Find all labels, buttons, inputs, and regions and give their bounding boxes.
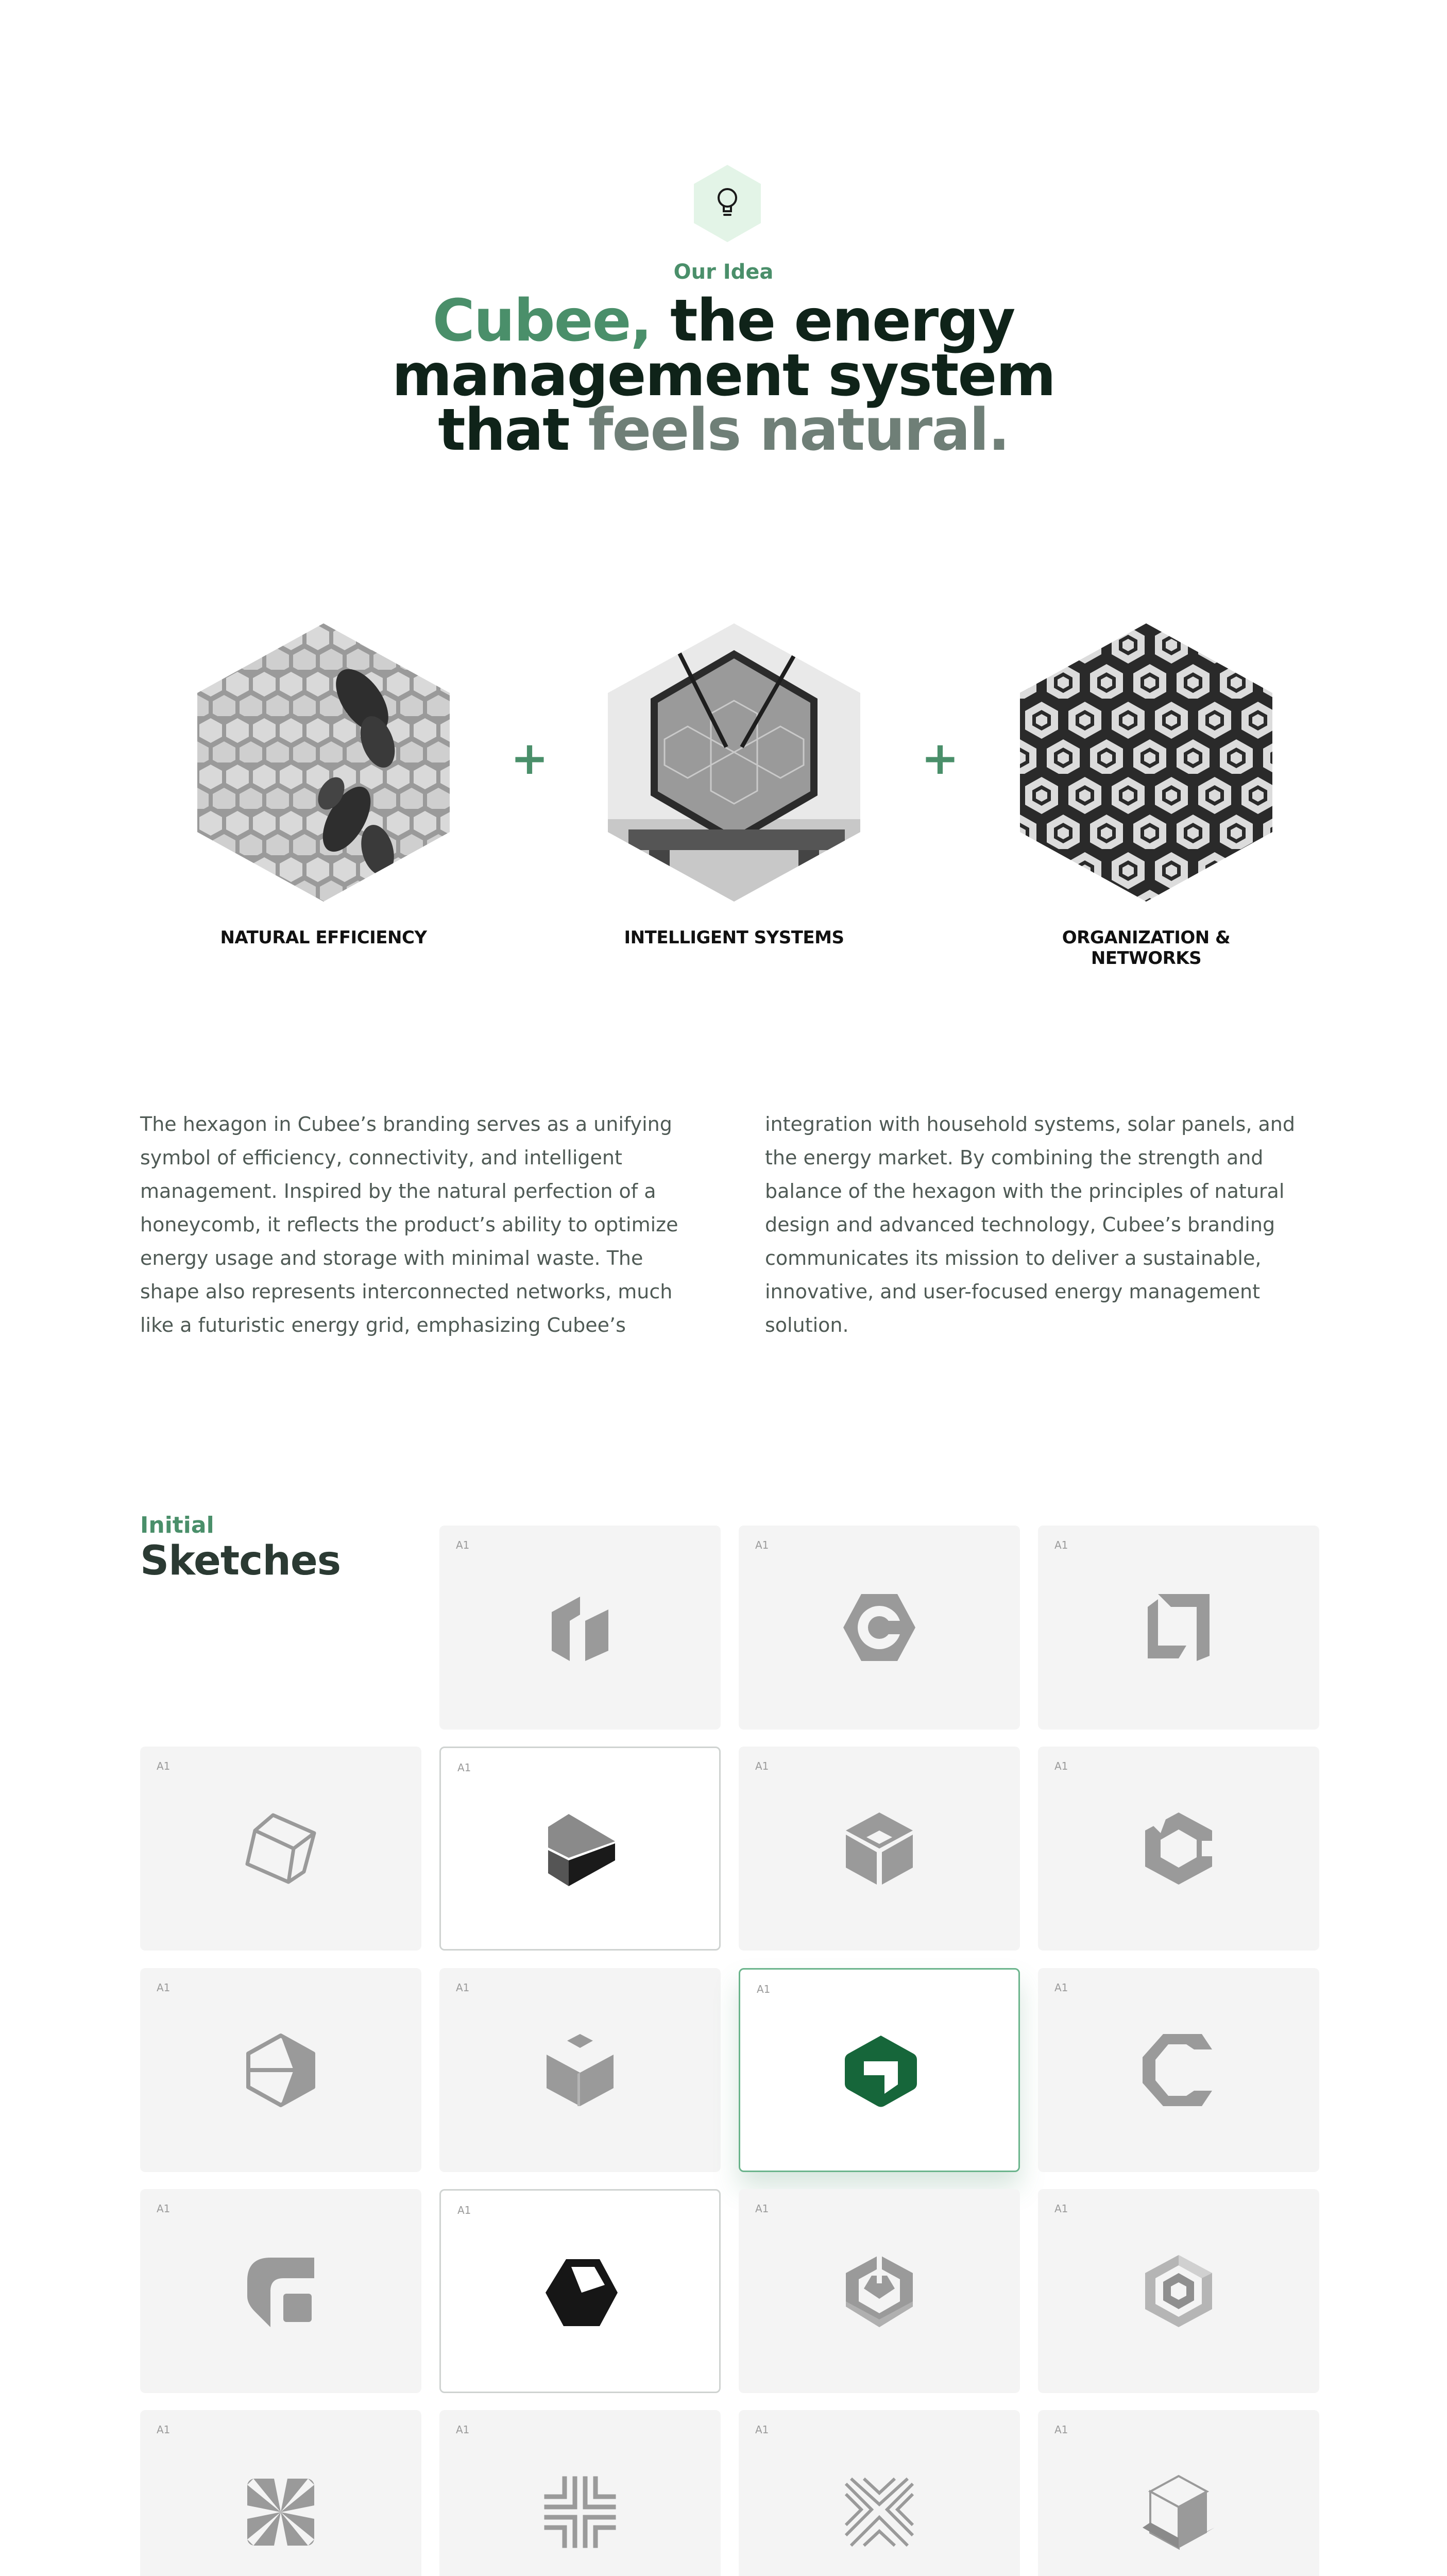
headline-line1: the energy: [651, 287, 1015, 354]
sketch-tile[interactable]: [1038, 2410, 1319, 2576]
tile-tag: A1: [457, 2204, 471, 2216]
plus-separator: +: [510, 732, 549, 785]
sketches-eyebrow: Initial: [140, 1512, 214, 1538]
sketch-tile[interactable]: [140, 2410, 421, 2576]
tile-tag: A1: [157, 2424, 171, 2436]
hexagon-outline-cube-icon: [242, 2031, 319, 2109]
tile-tag: A1: [1054, 1539, 1068, 1551]
body-copy-right: [765, 1108, 1321, 1342]
body-line: like a futuristic energy grid, emphasizing Cubee’s: [140, 1314, 626, 1336]
body-line: design and advanced technology, Cubee’s branding: [765, 1213, 1275, 1236]
square-bracket-icon: [1140, 1589, 1217, 1666]
headline-brand: Cubee,: [432, 287, 652, 354]
headline-line2: management system: [391, 342, 1056, 409]
body-line: solution.: [765, 1314, 849, 1336]
body-line: innovative, and user-focused energy management: [765, 1280, 1260, 1303]
tile-tag: A1: [456, 1981, 470, 1994]
honeycomb-bees-photo: [197, 623, 450, 902]
tile-tag: A1: [456, 1539, 470, 1551]
sketch-tile-selected[interactable]: [739, 1968, 1020, 2172]
tile-tag: A1: [757, 1983, 771, 1995]
hexagon-pattern: [1020, 623, 1272, 902]
nested-hexagon-icon: [1140, 2252, 1217, 2330]
tile-tag: A1: [755, 1760, 769, 1772]
sketch-tile[interactable]: [739, 2410, 1020, 2576]
page-headline: [0, 287, 1447, 464]
sketch-tile[interactable]: [439, 2410, 721, 2576]
sketches-title: Sketches: [140, 1538, 341, 1584]
body-copy-left: [140, 1108, 696, 1342]
hexagon-c-icon: [841, 1589, 918, 1666]
body-line: management. Inspired by the natural perfection of a: [140, 1180, 656, 1202]
interlocked-hexagon-icon: [841, 2252, 918, 2330]
pillar-intelligent-systems: [600, 623, 868, 948]
body-line: balance of the hexagon with the principles of natural: [765, 1180, 1285, 1202]
body-line: integration with household systems, solar panels, and: [765, 1113, 1296, 1136]
pillar-organization-networks: [1012, 623, 1280, 969]
tile-tag: A1: [755, 1539, 769, 1551]
tile-tag: A1: [157, 1981, 171, 1994]
tile-tag: A1: [1054, 2202, 1068, 2215]
tile-tag: A1: [157, 2202, 171, 2215]
body-line: communicates its mission to deliver a sustainable,: [765, 1247, 1262, 1269]
sketch-tile[interactable]: [439, 2189, 721, 2393]
body-line: The hexagon in Cubee’s branding serves as a unifying: [140, 1113, 672, 1136]
pillar-label: ORGANIZATION & NETWORKS: [1062, 927, 1231, 969]
sketch-tile[interactable]: [1038, 1747, 1319, 1951]
lightbulb-icon: [694, 165, 761, 242]
open-box-icon: [541, 2031, 619, 2109]
hexagon-ring-c-icon: [1140, 1810, 1217, 1887]
body-line: symbol of efficiency, connectivity, and intelligent: [140, 1146, 622, 1169]
angular-c-icon: [1140, 2031, 1217, 2109]
isometric-house-icon: [1140, 2473, 1217, 2551]
sketch-tile[interactable]: [1038, 1968, 1319, 2172]
sketch-tile[interactable]: [439, 1526, 721, 1730]
starburst-square-icon: [242, 2473, 319, 2551]
sketch-tile[interactable]: [140, 2189, 421, 2393]
tile-tag: A1: [457, 1761, 471, 1774]
body-line: honeycomb, it reflects the product’s ability to optimize: [140, 1213, 678, 1236]
pillar-label: INTELLIGENT SYSTEMS: [624, 927, 844, 948]
body-line: the energy market. By combining the strength and: [765, 1146, 1264, 1169]
hexagonal-telescope-mirror-photo: [608, 623, 860, 902]
tile-tag: A1: [1054, 1760, 1068, 1772]
sketch-tile[interactable]: [439, 1747, 721, 1951]
sketch-tile[interactable]: [739, 2189, 1020, 2393]
folded-block-icon: [541, 1589, 619, 1666]
body-line: energy usage and storage with minimal waste. The: [140, 1247, 643, 1269]
tile-tag: A1: [755, 2202, 769, 2215]
maze-cross-icon: [541, 2473, 619, 2551]
tile-tag: A1: [157, 1760, 171, 1772]
tile-tag: A1: [456, 2424, 470, 2436]
tile-tag: A1: [1054, 2424, 1068, 2436]
sketch-tile[interactable]: [439, 1968, 721, 2172]
body-line: shape also represents interconnected networks, much: [140, 1280, 673, 1303]
cubee-logo-icon: [842, 2033, 920, 2110]
sketch-tile[interactable]: [140, 1747, 421, 1951]
tile-tag: A1: [755, 2424, 769, 2436]
sketch-tile[interactable]: [739, 1526, 1020, 1730]
pillar-natural-efficiency: [190, 623, 457, 948]
rounded-c-block-icon: [242, 2252, 319, 2330]
tile-tag: A1: [1054, 1981, 1068, 1994]
black-hexagon-icon: [543, 2254, 620, 2331]
sketch-tile[interactable]: [1038, 1526, 1319, 1730]
headline-line3-start: that: [438, 397, 588, 464]
sketch-tile[interactable]: [140, 1968, 421, 2172]
sketch-tile[interactable]: [739, 1747, 1020, 1951]
cube-play-icon: [543, 1811, 620, 1889]
striped-x-icon: [841, 2473, 918, 2551]
headline-line3-soft: feels natural.: [588, 397, 1009, 464]
cube-outline-icon: [242, 1810, 319, 1887]
sketch-tile[interactable]: [1038, 2189, 1319, 2393]
pillar-label: NATURAL EFFICIENCY: [220, 927, 427, 948]
plus-separator: +: [921, 732, 959, 785]
idea-badge: [694, 165, 761, 242]
section-eyebrow: Our Idea: [673, 260, 774, 284]
solid-cube-icon: [841, 1810, 918, 1887]
